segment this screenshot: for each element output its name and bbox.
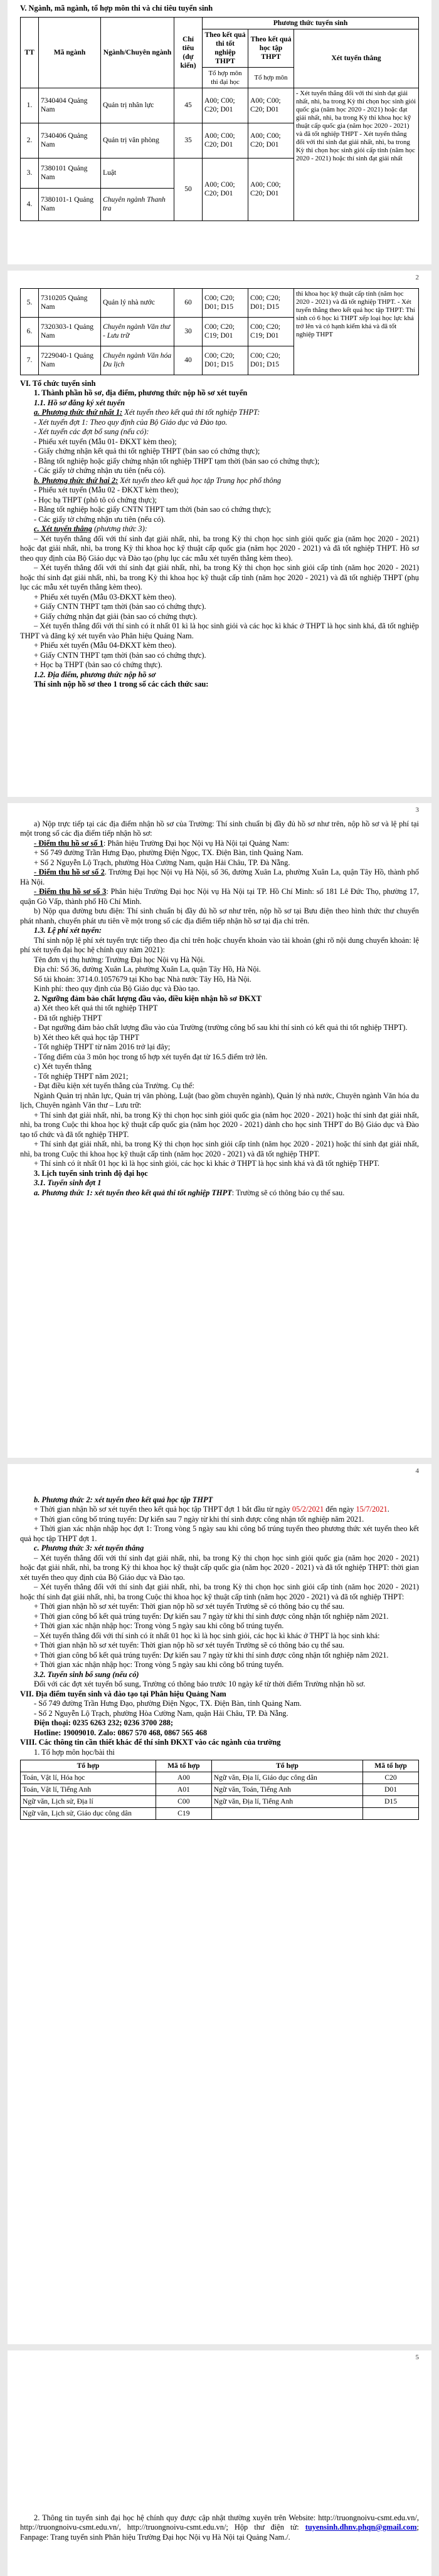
table-cell-thang: - Xét tuyển thẳng đối với thí sinh đạt giải nhất, nhì, ba trong Kỳ thi chọn học sinh giỏi quốc gia (năm học 2020 - 2021) hoặc đạt giải nhất, nhì, ba trong Kỳ thi khoa học kỹ thuật cấp quốc gia (năm học 2020 - 2021) và đã tốt nghiệp THPT - Xét tuyển thẳng đối với thí sinh đạt giải nhất, nhì, ba trong Kỳ thi chọn học sinh giỏi cấp tỉnh (năm học 2020 - 2021) hoặc thí sinh đạt giải nhất xyxy=(294,88,419,221)
table-row-thi: C00; C20; D01; D15 xyxy=(203,288,248,317)
list-item: Số tài khoản: 3714.0.1057679 tại Kho bạc Nhà nước Tây Hồ, Hà Nội. xyxy=(34,974,251,984)
list-item: + Số 749 đường Trần Hưng Đạo, phường Điện Ngọc, TX. Điện Bàn, tỉnh Quảng Nam. xyxy=(34,848,304,857)
paragraph: – Xét tuyển thẳng đối với thí sinh có ít nhất 01 học kì là học sinh giỏi, các học kì khác ở THPT là học sinh khá: xyxy=(34,1631,380,1640)
list-item: - Phiếu xét tuyển (Mẫu 01- ĐKXT kèm theo); xyxy=(34,437,177,446)
table-row-nganh: Quản trị văn phòng xyxy=(101,123,174,158)
col-s1: Tổ hợp môn thi đại học xyxy=(203,67,248,88)
table-row-hoc: A00; C00; C20; D01 xyxy=(248,123,294,158)
table-row-ma: 7380101-1 Quảng Nam xyxy=(39,188,101,221)
table-row-ct: 50 xyxy=(174,158,203,221)
col-ma: Mã ngành xyxy=(39,17,101,88)
paragraph: 2. Thông tin tuyển sinh đại học hệ chính quy được cập nhật thường xuyên trên Website: http://truongnoivu-csmt.edu.vn/, http://truongnoivu-csmt.edu.vn/, http://truongnoivu-csmt.edu.vn/; Hộp thư điện tử: xyxy=(20,2513,419,2532)
list-item: - Đạt ngưỡng đảm bảo chất lượng đầu vào của Trường (trường công bố sau khi thí sinh có kết quả thi tốt nghiệp THPT). xyxy=(34,1023,408,1032)
table-row-ma: 7320303-1 Quảng Nam xyxy=(39,317,101,346)
date-start: 05/2/2021 xyxy=(292,1505,324,1514)
page-2 xyxy=(8,271,431,797)
list-item: - Các giấy tờ chứng nhận ưu tiên (nếu có). xyxy=(34,466,166,475)
combo-subjects: Ngữ văn, Lịch sử, Giáo dục công dân xyxy=(21,1808,156,1820)
table-row-tt: 5. xyxy=(21,288,39,317)
method-label: a. Phương thức 1: xét tuyển theo kết quả thi tốt nghiệp THPT xyxy=(34,1188,232,1197)
list-item: + Thời gian xác nhận nhập học: Trong vòng 5 ngày sau khi công bố trúng tuyển. xyxy=(34,1660,284,1669)
table-row-ma: 7380101 Quảng Nam xyxy=(39,158,101,188)
table-row-thi: A00; C00; C20; D01 xyxy=(203,88,248,123)
paragraph: Thí sinh nộp hồ sơ theo 1 trong số các cách thức sau: xyxy=(34,680,209,688)
program-table xyxy=(20,17,419,221)
table-row-thi: C00; C20; C19; D01 xyxy=(203,317,248,346)
combo-col-th: Tổ hợp xyxy=(211,1760,362,1772)
table-row-tt: 4. xyxy=(21,188,39,221)
list-item: + Thời gian nhận hồ sơ xét tuyển: Thời gian nộp hồ sơ xét tuyển Trường sẽ có thông báo cụ thể sau. xyxy=(34,1602,345,1611)
list-item: + Thời gian công bố kết quả trúng tuyển: Dự kiến sau 7 ngày từ khi thí sinh được công nhận tốt nghiệp năm 2021. xyxy=(34,1611,389,1621)
paragraph: + Thí sinh đạt giải nhất, nhì, ba trong Kỳ thi chọn học sinh giỏi quốc gia (năm học 2020 - 2021) hoặc thí sinh đạt giải nhất, nhì, ba trong Cuộc thi khoa học kỹ thuật cấp quốc gia (năm học 2020 - 2021) dành cho học sinh THPT do Bộ Giáo dục và Đào tạo tổ chức và đã tốt nghiệp THPT. xyxy=(20,1110,419,1139)
subsection-heading: 3.1. Tuyển sinh đợt 1 xyxy=(34,1178,102,1187)
combo-subjects: Ngữ văn, Địa lí, Giáo dục công dân xyxy=(211,1772,362,1784)
list-item: + Giấy CNTN THPT tạm thời (bản sao có chứng thực). xyxy=(34,650,206,660)
table-row-ct: 60 xyxy=(174,288,203,317)
paragraph: + Thí sinh đạt giải nhất, nhì, ba trong Kỳ thi chọn học sinh giỏi cấp tỉnh (năm học 2020 - 2021) hoặc thí sinh đạt giải nhất, nhì, ba trong Cuộc thi khoa học kỹ thuật cấp tỉnh (năm học 2020 - 2021) và đã tốt nghiệp THPT. xyxy=(20,1140,419,1158)
list-item: - Số 749 đường Trần Hưng Đạo, phường Điện Ngọc, TX. Điện Bàn, tỉnh Quảng Nam. xyxy=(34,1699,302,1708)
table-row-tt: 2. xyxy=(21,123,39,158)
paragraph: a) Nộp trực tiếp tại các địa điểm nhận hồ sơ của Trường: Thí sinh chuẩn bị đầy đủ hồ sơ như trên, nộp hồ sơ và lệ phí tại một trong số các địa điểm tiếp nhận hồ sơ: xyxy=(20,819,419,838)
combo-subjects: Ngữ văn, Địa lí, Tiếng Anh xyxy=(211,1796,362,1808)
col-tt: TT xyxy=(21,17,39,88)
combo-col-th: Tổ hợp xyxy=(21,1760,156,1772)
page-4: 4 b. Phương thức 2: xét tuyển theo kết quả học tập THPT + Thời gian nhận hồ sơ xét tuyển theo kết quả học tập THPT đợt 1 bắt đầu từ ngày 05/2/2021 đến ngày 15/7/2021. + Thời gian công bố trúng tuyển: Dự kiến sau 7 ngày từ khi thí sinh được công nhận tốt nghiệp năm 2021. + Thời gian xác nhận nhập học đợt 1: Trong vòng 5 ngày sau khi công bố trúng tuyển theo phương thức xét tuyển theo kết quả học tập THPT đợt 1. c. Phương thức 3: xét tuyển thẳng – Xét tuyển thẳng đối với thí sinh đạt giải nhất, nhì, ba trong Kỳ thi chọn học sinh giỏi quốc gia (năm học 2020 - 2021) hoặc đạt giải nhất, nhì, ba trong Kỳ thi khoa học kỹ thuật cấp quốc gia (năm học 2020 - 2021) và đã tốt nghiệp THPT: thời gian xét tuyển theo quy định của Bộ Giáo dục và Đào tạo. – Xét tuyển thẳng đối với thí sinh đạt giải nhất, nhì, ba trong Kỳ thi chọn học sinh giỏi cấp tỉnh (năm học 2020 - 2021) hoặc thí sinh đạt giải nhất, nhì, ba trong Cuộc thi khoa học kỹ thuật cấp tỉnh (năm học 2020 - 2021) và đã tốt nghiệp THPT: + Thời gian nhận hồ sơ xét tuyển: Thời gian nộp hồ sơ xét tuyển Trường sẽ có thông báo cụ thể sau. + Thời gian công bố kết quả trúng tuyển: Dự kiến sau 7 ngày từ khi thí sinh được công nhận tốt nghiệp năm 2021. + Thời gian xác nhận nhập học: Trong vòng 5 ngày sau khi công bố trúng tuyển. – Xét tuyển thẳng đối với thí sinh có ít nhất 01 học kì là học sinh giỏi, các học kì khác ở THPT là học sinh khá: + Thời gian nhận hồ sơ xét tuyển: Thời gian nộp hồ sơ xét tuyển Trường sẽ có thông báo cụ thể sau. + Thời gian công bố kết quả trúng tuyển: Dự kiến sau 7 ngày từ khi thí sinh được công nhận tốt nghiệp năm 2021. + Thời gian xác nhận nhập học: Trong vòng 5 ngày sau khi công bố trúng tuyển. 3.2. Tuyển sinh bổ sung (nếu có) Đối với các đợt xét tuyển bổ sung, Trường có thông báo trước 10 ngày kể từ thời điểm Trường nhận hồ sơ. VII. Địa điểm tuyển sinh và đào tạo tại Phân hiệu Quảng Nam - Số 749 đường Trần Hưng Đạo, phường Điện Ngọc, TX. Điện Bàn, tỉnh Quảng Nam. - Số 2 Nguyễn Lộ Trạch, phường Hòa Cường Nam, quận Hải Châu, TP. Đà Nẵng. Điện thoại: 0235 6263 232; 0236 3700 288; Hotline: 19009010. Zalo: 0867 570 468, 0867 565 468 VIII. Các thông tin cần thiết khác để thí sinh ĐKXT vào các ngành của trường 1. Tổ hợp môn học/bài thi Tổ hợp Mã tổ hợp Tổ hợp Mã tổ hợp Toán, Vật lí, Hóa học A00 Ngữ văn, Địa lí, Giáo dục công dân C20 Toán, Vật lí, Tiếng Anh A01 Ngữ văn, Toán, Tiếng Anh D01 Ngữ văn, Lịch sử, Địa lí C00 Ngữ văn, Địa lí, Tiếng Anh D15 Ngữ văn, Lịch sử, Giáo dục công dân C19 xyxy=(8,1464,431,2344)
table-row-hoc: C00; C20; D01; D15 xyxy=(248,346,294,375)
paragraph: – Xét tuyển thẳng đối với thí sinh đạt giải nhất, nhì, ba trong Kỳ thi chọn học sinh giỏi quốc gia (năm học 2020 - 2021) hoặc đạt giải nhất, nhì, ba trong Kỳ thi khoa học kỹ thuật cấp quốc gia (năm học 2020 - 2021) và đã tốt nghiệp THPT: thời gian xét tuyển theo quy định của Bộ Giáo dục và Đào tạo. xyxy=(20,1553,419,1582)
subsection-heading: 1.1. Hồ sơ đăng ký xét tuyển xyxy=(34,398,125,407)
location-label: - Điểm thu hồ sơ số 3 xyxy=(34,887,107,896)
paragraph: – Xét tuyển thẳng đối với thí sinh đạt giải nhất, nhì, ba trong Kỳ thi chọn học sinh giỏi quốc gia (năm học 2020 - 2021) hoặc đạt giải nhất, nhì, ba trong Kỳ thi khoa học kỹ thuật cấp quốc gia (năm học 2020 - 2021) và đã tốt nghiệp THPT. Hồ sơ theo quy định của Bộ Giáo dục và Đào tạo (phụ lục các mẫu xét tuyển thẳng kèm theo). xyxy=(20,534,419,563)
combo-code: C20 xyxy=(363,1772,419,1784)
subsection-heading: 1. Tổ hợp môn học/bài thi xyxy=(34,1747,115,1757)
combo-code: D01 xyxy=(363,1784,419,1796)
col-nganh: Ngành/Chuyên ngành xyxy=(101,17,174,88)
section-heading: V. Ngành, mã ngành, tổ hợp môn thi và chỉ tiêu tuyển sinh xyxy=(20,4,213,13)
paragraph: Đối với các đợt xét tuyển bổ sung, Trường có thông báo trước 10 ngày kể từ thời điểm Trường nhận hồ sơ. xyxy=(34,1680,366,1688)
combo-code: A01 xyxy=(156,1784,211,1796)
section-heading: VIII. Các thông tin cần thiết khác để thí sinh ĐKXT vào các ngành của trường xyxy=(20,1738,281,1747)
combo-code: A00 xyxy=(156,1772,211,1784)
list-item: - Bằng tốt nghiệp hoặc giấy chứng nhận tốt nghiệp THPT tạm thời (bản sao có chứng thực); xyxy=(34,456,320,465)
list-item: - Đã tốt nghiệp THPT xyxy=(34,1013,102,1022)
table-row-ct: 35 xyxy=(174,123,203,158)
table-row-ma: 7340404 Quảng Nam xyxy=(39,88,101,123)
list-item: - Xét tuyển các đợt bổ sung (nếu có): xyxy=(34,427,149,436)
paragraph: ; Fanpage: Trang tuyển sinh Phân hiệu Trường Đại học Nội vụ Hà Nội tại Quảng Nam./. xyxy=(20,2523,419,2542)
page-5 xyxy=(8,2350,431,2576)
table-row-thi: A00; C00; C20; D01 xyxy=(203,123,248,158)
list-item: - Phiếu xét tuyển (Mẫu 02 - ĐKXT kèm theo); xyxy=(34,486,179,494)
combo-subjects: Ngữ văn, Toán, Tiếng Anh xyxy=(211,1784,362,1796)
table-row-nganh: Chuyên ngành Thanh tra xyxy=(101,188,174,221)
table-row-nganh: Quản lý nhà nước xyxy=(101,288,174,317)
list-item: + Thời gian nhận hồ sơ xét tuyển: Thời gian nộp hồ sơ xét tuyển Trường sẽ có thông báo cụ thể sau. xyxy=(34,1641,345,1649)
subsection-heading: c. Phương thức 3: xét tuyển thẳng xyxy=(34,1544,144,1552)
page-number: 4 xyxy=(415,1467,419,1475)
method-label: b. Phương thức thứ hai 2: xyxy=(34,475,119,485)
table-row-nganh: Chuyên ngành Văn hóa Du lịch xyxy=(101,346,174,375)
list-item: - Các giấy tờ chứng nhận ưu tiên (nếu có). xyxy=(34,514,166,524)
table-row-hoc: C00; C20; D01; D15 xyxy=(248,288,294,317)
method-text: Xét tuyển theo kết quả thi tốt nghiệp THPT: xyxy=(124,408,260,417)
method-text: (phương thức 3): xyxy=(94,524,147,533)
location-text: : Phân hiệu Trường Đại học Nội vụ Hà Nội tại Quảng Nam: xyxy=(103,838,289,848)
page-number: 3 xyxy=(415,806,419,814)
list-item: - Tổng điểm của 3 môn học trong tổ hợp xét tuyển đạt từ 16.5 điểm trở lên. xyxy=(34,1052,268,1061)
list-item: - Bằng tốt nghiệp hoặc giấy CNTN THPT tạm thời (bản sao có chứng thực); xyxy=(34,505,272,514)
list-item: - Đạt điều kiện xét tuyển thẳng của Trường. Cụ thể: xyxy=(34,1081,194,1090)
subsection-heading: 3.2. Tuyển sinh bổ sung (nếu có) xyxy=(34,1670,139,1679)
paragraph-connector: đến ngày xyxy=(325,1505,354,1514)
table-row-ma: 7229040-1 Quảng Nam xyxy=(39,346,101,375)
section-heading: 1. Thành phần hồ sơ, địa điểm, phương thức nộp hồ sơ xét tuyển xyxy=(34,388,248,397)
method-text: Xét tuyển theo kết quả học tập Trung học phổ thông xyxy=(120,475,282,485)
table-row-tt: 1. xyxy=(21,88,39,123)
paragraph: Ngành Quản trị nhân lực, Quản trị văn phòng, Luật (bao gồm chuyên ngành), Quản lý nhà nước, Chuyên ngành Văn hóa du lịch, Chuyên ngành Văn thư – Lưu trữ: xyxy=(20,1091,419,1109)
paragraph: Thí sinh nộp lệ phí xét tuyển trực tiếp theo địa chỉ trên hoặc chuyển khoản vào tài khoản (ghi rõ nội dung chuyển khoản: lệ phí xét tuyển đại học hệ chính quy năm 2021): xyxy=(20,935,419,954)
location-label: - Điểm thu hồ sơ số 1 xyxy=(34,838,103,848)
table-row-hoc: A00; C00; C20; D01 xyxy=(248,158,294,221)
col-c1: Theo kết quả thi tốt nghiệp THPT xyxy=(203,29,248,67)
col-c3: Xét tuyển thẳng xyxy=(294,29,419,88)
combo-col-ma: Mã tổ hợp xyxy=(156,1760,211,1772)
combo-subjects: Toán, Vật lí, Tiếng Anh xyxy=(21,1784,156,1796)
table-row-nganh: Luật xyxy=(101,158,174,188)
combo-code: D15 xyxy=(363,1796,419,1808)
combo-subjects xyxy=(211,1808,362,1820)
col-ptxt: Phương thức tuyển sinh xyxy=(203,17,419,29)
list-item: + Phiếu xét tuyển (Mẫu 03-ĐKXT kèm theo). xyxy=(34,592,176,601)
contact-phone: Điện thoại: 0235 6263 232; 0236 3700 288; xyxy=(34,1718,173,1727)
list-item: - Học bạ THPT (phô tô có chứng thực); xyxy=(34,495,157,504)
list-item: + Giấy chứng nhận đạt giải (bản sao có chứng thực). xyxy=(34,611,198,621)
combo-subjects: Toán, Vật lí, Hóa học xyxy=(21,1772,156,1784)
list-item: + Học bạ THPT (bản sao có chứng thực). xyxy=(34,660,162,669)
table-row-hoc: C00; C20; C19; D01 xyxy=(248,317,294,346)
location-text: . Trường Đại học Nội vụ Hà Nội, số 36, đường Xuân La, phường Xuân La, quận Tây Hồ, thành phố Hà Nội. xyxy=(20,868,419,886)
table-row-ma: 7310205 Quảng Nam xyxy=(39,288,101,317)
col-c2: Theo kết quả học tập THPT xyxy=(248,29,294,67)
list-item: Kinh phí: theo quy định của Bộ Giáo dục và Đào tạo. xyxy=(34,984,200,993)
paragraph: + Thời gian nhận hồ sơ xét tuyển theo kết quả học tập THPT đợt 1 bắt đầu từ ngày xyxy=(34,1505,290,1514)
table-row-tt: 6. xyxy=(21,317,39,346)
location-label: - Điểm thu hồ sơ số 2 xyxy=(34,868,105,876)
list-item: - Giấy chứng nhận kết quả thi tốt nghiệp THPT (bản sao có chứng thực); xyxy=(34,447,260,455)
col-s2: Tổ hợp môn xyxy=(248,67,294,88)
email-link[interactable]: tuyensinh.dhnv.phqn@gmail.com xyxy=(305,2523,417,2532)
combo-col-ma: Mã tổ hợp xyxy=(363,1760,419,1772)
table-row-ct: 40 xyxy=(174,346,203,375)
combo-table xyxy=(20,1760,419,1820)
paragraph: – Xét tuyển thẳng đối với thí sinh đạt giải nhất, nhì, ba trong Kỳ thi chọn học sinh giỏi cấp tỉnh (năm học 2020 - 2021) hoặc thí sinh đạt giải nhất, nhì, ba trong Kỳ thi khoa học kỹ thuật cấp tỉnh (năm học 2020 - 2021) và đã tốt nghiệp THPT (phụ lục các mẫu xét tuyển thẳng kèm theo). xyxy=(20,563,419,591)
table-row-ct: 45 xyxy=(174,88,203,123)
combo-code: C00 xyxy=(156,1796,211,1808)
paragraph: + Thời gian công bố trúng tuyển: Dự kiến sau 7 ngày từ khi thí sinh được công nhận tốt nghiệp năm 2021. xyxy=(34,1514,364,1524)
list-item: - Tốt nghiệp THPT từ năm 2016 trở lại đây; xyxy=(34,1042,171,1051)
page-number: 5 xyxy=(415,2354,419,2361)
table-cell-thang: thi khoa học kỹ thuật cấp tỉnh (năm học 2020 - 2021) và đã tốt nghiệp THPT. - Xét tuyển thẳng theo kết quả học tập THPT: Thí sinh có 6 học kì THPT xếp loại học lực khá trở lên và có hạnh kiểm khá và đã tốt nghiệp THPT xyxy=(294,288,419,375)
section-heading: 2. Ngưỡng đảm bảo chất lượng đầu vào, điều kiện nhận hồ sơ ĐKXT xyxy=(34,994,262,1003)
col-chitieu: Chỉ tiêu (dự kiến) xyxy=(174,17,203,88)
subsection-heading: b. Phương thức 2: xét tuyển theo kết quả học tập THPT xyxy=(34,1495,213,1504)
section-heading: VII. Địa điểm tuyển sinh và đào tạo tại Phân hiệu Quảng Nam xyxy=(20,1689,226,1698)
list-item: + Phiếu xét tuyển (Mẫu 04-ĐKXT kèm theo). xyxy=(34,641,176,650)
subsection-heading: c) Xét tuyển thẳng xyxy=(34,1062,92,1071)
table-row-nganh: Chuyên ngành Văn thư - Lưu trữ xyxy=(101,317,174,346)
section-heading: 3. Lịch tuyển sinh trình độ đại học xyxy=(34,1168,148,1178)
combo-code: C19 xyxy=(156,1808,211,1820)
list-item: + Thời gian xác nhận nhập học: Trong vòng 5 ngày sau khi công bố trúng tuyển. xyxy=(34,1621,284,1630)
list-item: Địa chỉ: Số 36, đường Xuân La, phường Xuân La, quận Tây Hồ, Hà Nội. xyxy=(34,965,261,974)
combo-code xyxy=(363,1808,419,1820)
list-item: - Xét tuyển đợt 1: Theo quy định của Bộ Giáo dục và Đào tạo. xyxy=(34,417,228,427)
method-label: a. Phương thức thứ nhất 1: xyxy=(34,408,123,417)
method-label: c. Xét tuyển thẳng xyxy=(34,524,92,533)
paragraph: + Thời gian xác nhận nhập học đợt 1: Trong vòng 5 ngày sau khi công bố trúng tuyển theo phương thức xét tuyển theo kết quả học tập THPT đợt 1. xyxy=(20,1524,419,1543)
list-item: + Giấy CNTN THPT tạm thời (bản sao có chứng thực). xyxy=(34,602,206,611)
table-row-thi: A00; C00; C20; D01 xyxy=(203,158,248,221)
page-3 xyxy=(8,803,431,1458)
date-end: 15/7/2021 xyxy=(356,1505,388,1514)
paragraph: – Xét tuyển thẳng đối với thí sinh đạt giải nhất, nhì, ba trong Kỳ thi chọn học sinh giỏi cấp tỉnh (năm học 2020 - 2021) hoặc thí sinh đạt giải nhất, nhì, ba trong Cuộc thi khoa học kỹ thuật cấp tỉnh (năm học 2020 - 2021) và đã tốt nghiệp THPT: xyxy=(20,1582,419,1601)
subsection-heading: 1.2. Địa điểm, phương thức nộp hồ sơ xyxy=(34,670,156,679)
list-item: - Tốt nghiệp THPT năm 2021; xyxy=(34,1071,129,1081)
table-row-hoc: A00; C00; C20; D01 xyxy=(248,88,294,123)
method-text: : Trường sẽ có thông báo cụ thể sau. xyxy=(231,1188,345,1197)
subsection-heading: 1.3. Lệ phí xét tuyển: xyxy=(34,926,102,935)
location-text: : Phân hiệu Trường Đại học Nội vụ Hà Nội tại TP. Hồ Chí Minh: số 181 Lê Đức Thọ, phường 17, quận Gò Vấp, thành phố Hồ Chí Minh. xyxy=(20,887,419,906)
combo-subjects: Ngữ văn, Lịch sử, Địa lí xyxy=(21,1796,156,1808)
list-item: - Số 2 Nguyễn Lộ Trạch, phường Hòa Cường Nam, quận Hải Châu, TP. Đà Nẵng. xyxy=(34,1708,288,1718)
program-table-continued xyxy=(20,288,419,375)
table-row-ct: 30 xyxy=(174,317,203,346)
subsection-heading: a) Xét theo kết quả thi tốt nghiệp THPT xyxy=(34,1004,158,1012)
list-item: + Số 2 Nguyễn Lộ Trạch, phường Hòa Cường Nam, quận Hải Châu, TP. Đà Nẵng. xyxy=(34,858,290,867)
list-item: Tên đơn vị thụ hưởng: Trường Đại học Nội vụ Hà Nội. xyxy=(34,955,205,964)
contact-hotline: Hotline: 19009010. Zalo: 0867 570 468, 0867 565 468 xyxy=(34,1728,208,1737)
list-item: + Thời gian công bố kết quả trúng tuyển: Dự kiến sau 7 ngày từ khi thí sinh được công nhận tốt nghiệp năm 2021. xyxy=(34,1650,389,1659)
table-row-ma: 7340406 Quảng Nam xyxy=(39,123,101,158)
table-row-tt: 7. xyxy=(21,346,39,375)
subsection-heading: b) Xét theo kết quả học tập THPT xyxy=(34,1032,140,1042)
table-row-nganh: Quản trị nhân lực xyxy=(101,88,174,123)
page-1 xyxy=(8,0,431,264)
table-row-thi: C00; C20; D01; D15 xyxy=(203,346,248,375)
paragraph: – Xét tuyển thẳng đối với thí sinh có ít nhất 01 kì là học sinh giỏi và các học kì khác ở THPT là học sinh khá, đã tốt nghiệp THPT và đăng ký xét tuyển vào Phân hiệu Quảng Nam. xyxy=(20,621,419,640)
section-heading: VI. Tổ chức tuyển sinh xyxy=(20,378,96,388)
table-row-tt: 3. xyxy=(21,158,39,188)
paragraph: + Thí sinh có ít nhất 01 học kì là học sinh giỏi, các học kì khác ở THPT là học sinh khá và đã tốt nghiệp THPT. xyxy=(34,1159,379,1168)
paragraph: b) Nộp qua đường bưu điện: Thí sinh chuẩn bị đầy đủ hồ sơ như trên, nộp hồ sơ tại Bưu điện theo hình thức thư chuyển phát nhanh, chuyển phát ưu tiên về một trong số các địa điểm tiếp nhận hồ sơ tại địa chỉ trên. xyxy=(20,906,419,925)
page-number: 2 xyxy=(415,274,419,281)
